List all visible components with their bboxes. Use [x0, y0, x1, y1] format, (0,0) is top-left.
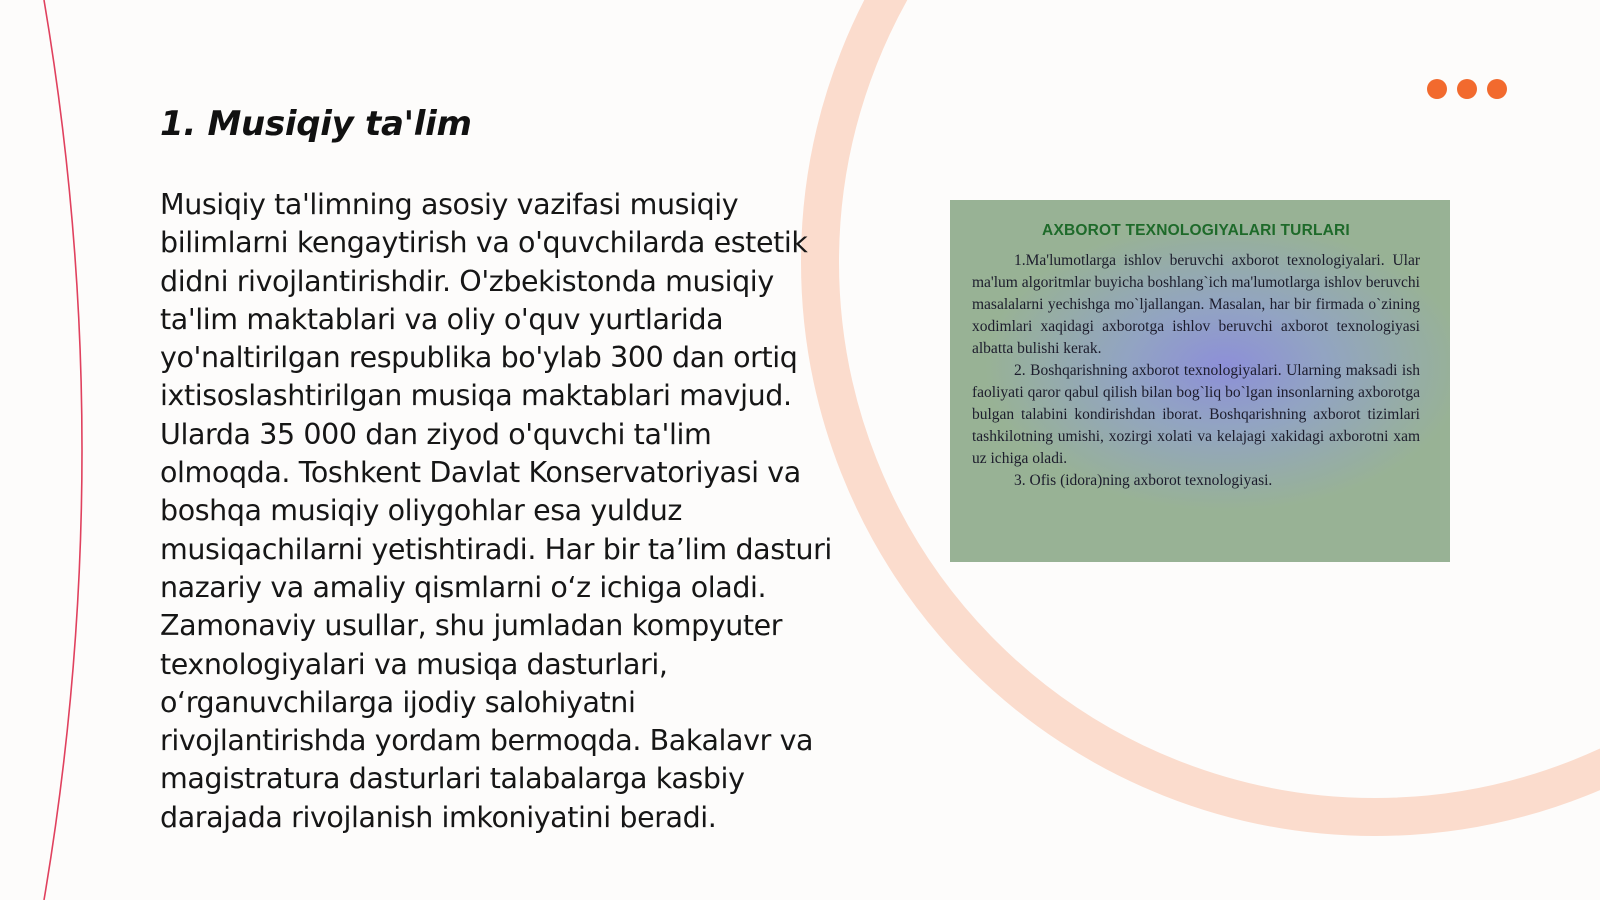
left-accent-curve	[44, 0, 82, 900]
dot-2	[1457, 79, 1477, 99]
dot-3	[1487, 79, 1507, 99]
excerpt-paragraph-1: 1.Ma'lumotlarga ishlov beruvchi axborot texnologiyalari. Ular ma'lum algoritmlar buyicha boshlang`ich ma'lumotlarga ishlov beruvchi masalalarni yechishga mo`ljallangan. Masalan, har bir firmada o`zining xodimlari xaqidagi axborotga ishlov beruvchi axborot texnologiyasi albatta bulishi kerak.	[972, 252, 1420, 357]
excerpt-paragraph-2: 2. Boshqarishning axborot texnologiyalari. Ularning maksadi ish faoliyati qaror qabul qilish bilan bog`liq bo`lgan insonlarning axborotga bulgan talabini kondirishdan iborat. Boshqarishning axborot tizimlari tashkilotning umishi, xozirgi xolati va kelajagi xakidagi axborotni xam uz ichiga oladi.	[972, 362, 1420, 467]
textbook-excerpt-image	[950, 200, 1450, 562]
menu-dots-icon	[1427, 79, 1507, 99]
excerpt-paragraph-3: 3. Ofis (idora)ning axborot texnologiyasi.	[1014, 472, 1273, 489]
excerpt-heading: AXBOROT TEXNOLOGIYALARI TURLARI	[1042, 222, 1350, 239]
slide-body-text: Musiqiy ta'limning asosiy vazifasi musiqiy bilimlarni kengaytirish va o'quvchilarda estetik didni rivojlantirishdir. O'zbekistonda musiqiy ta'lim maktablari va oliy o'quv yurtlarida yo'naltirilgan respublika bo'ylab 300 dan ortiq ixtisoslashtirilgan musiqa maktablari mavjud. Ularda 35 000 dan ziyod o'quvchi ta'lim olmoqda. Toshkent Davlat Konservatoriyasi va boshqa musiqiy oliygohlar esa yulduz musiqachilarni yetishtiradi. Har bir ta’lim dasturi nazariy va amaliy qismlarni o‘z ichiga oladi. Zamonaviy usullar, shu jumladan kompyuter texnologiyalari va musiqa dasturlari, o‘rganuvchilarga ijodiy salohiyatni rivojlantirishda yordam bermoqda. Bakalavr va magistratura dasturlari talabalarga kasbiy darajada rivojlanish imkoniyatini beradi.	[160, 188, 832, 834]
dot-1	[1427, 79, 1447, 99]
slide-title: 1. Musiqiy ta'lim	[160, 104, 472, 144]
